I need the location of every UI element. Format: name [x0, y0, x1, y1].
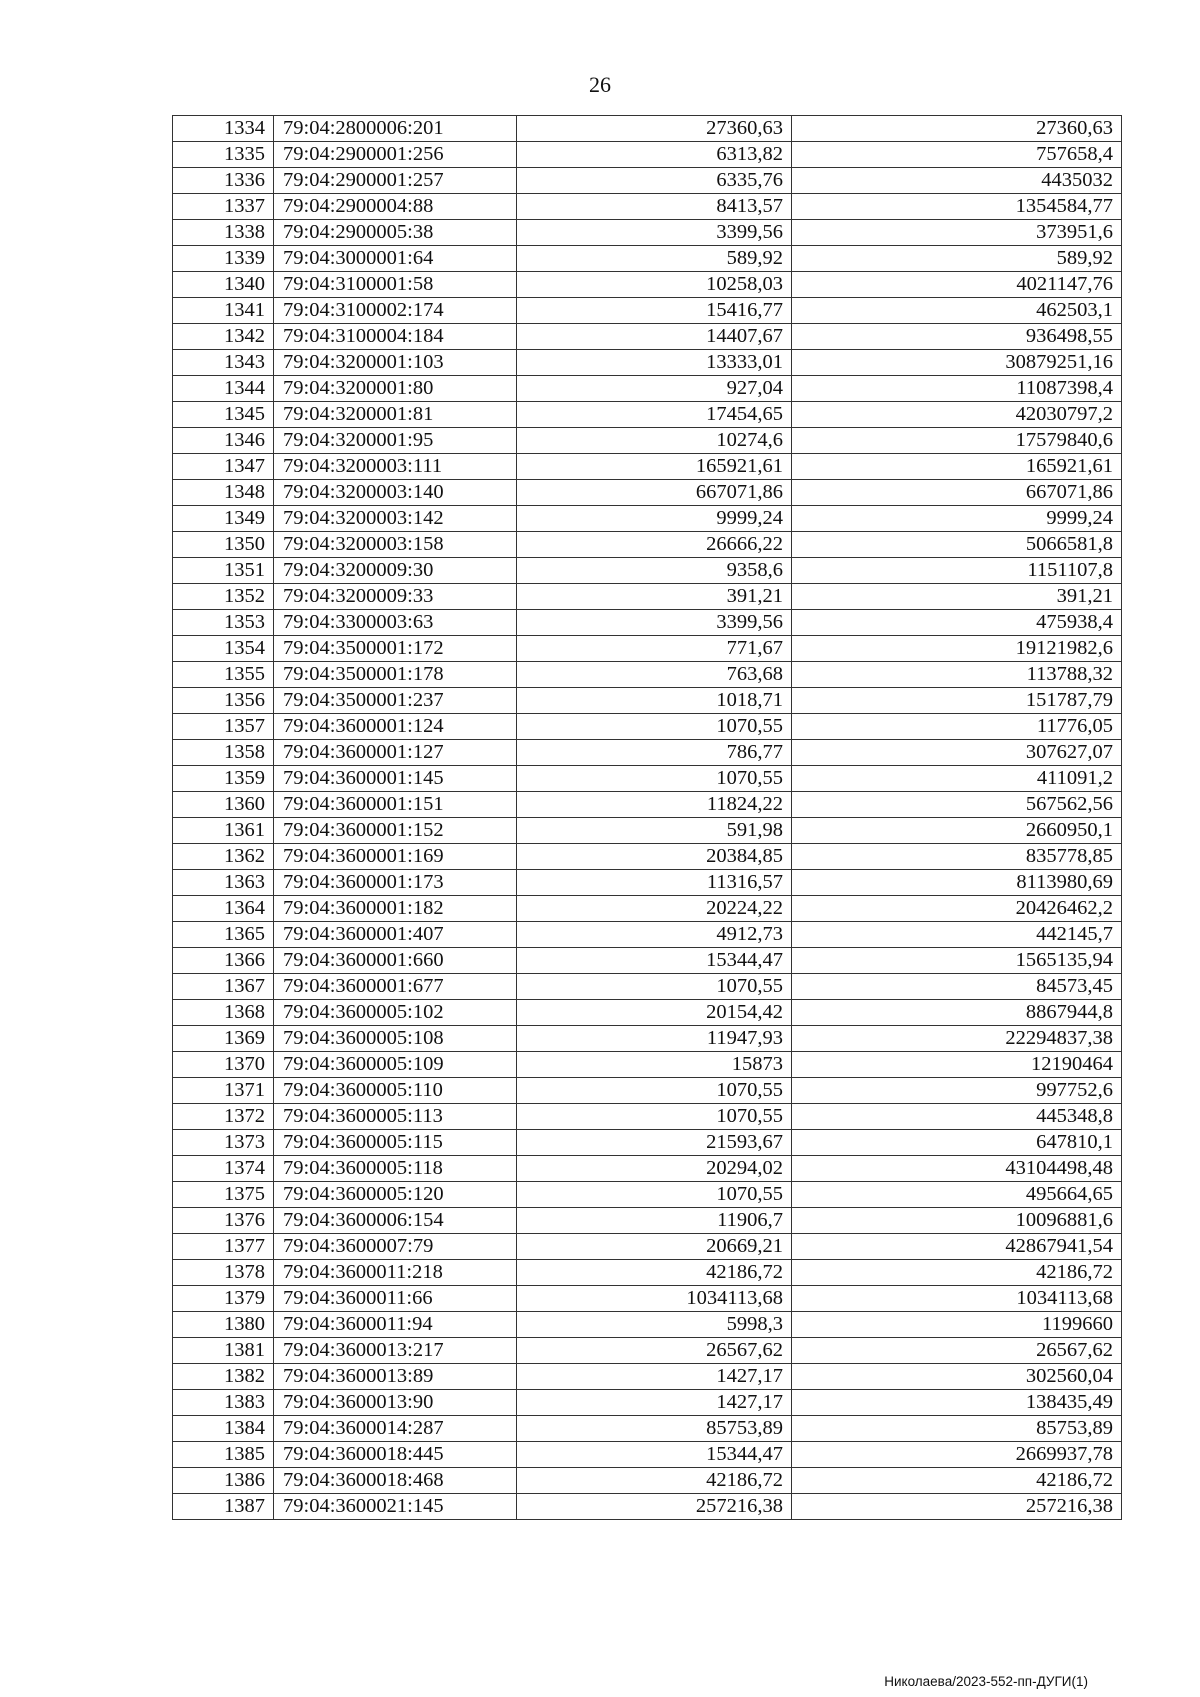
- value-cell: 9999,24: [517, 506, 792, 532]
- row-number-cell: 1348: [173, 480, 274, 506]
- cadastral-number-cell: 79:04:3600001:173: [274, 870, 517, 896]
- row-number-cell: 1352: [173, 584, 274, 610]
- row-number-cell: 1379: [173, 1286, 274, 1312]
- value-cell: 11316,57: [517, 870, 792, 896]
- row-number-cell: 1368: [173, 1000, 274, 1026]
- row-number-cell: 1338: [173, 220, 274, 246]
- total-value-cell: 8867944,8: [792, 1000, 1122, 1026]
- table-row: [173, 1468, 1122, 1494]
- row-number-cell: 1386: [173, 1468, 274, 1494]
- row-number-cell: 1339: [173, 246, 274, 272]
- row-number-cell: 1382: [173, 1364, 274, 1390]
- value-cell: 20294,02: [517, 1156, 792, 1182]
- cadastral-number-cell: 79:04:3600001:169: [274, 844, 517, 870]
- row-number-cell: 1374: [173, 1156, 274, 1182]
- total-value-cell: 257216,38: [792, 1494, 1122, 1520]
- row-number-cell: 1360: [173, 792, 274, 818]
- total-value-cell: 411091,2: [792, 766, 1122, 792]
- table-row: [173, 1260, 1122, 1286]
- value-cell: 11906,7: [517, 1208, 792, 1234]
- table-row: [173, 376, 1122, 402]
- total-value-cell: 1034113,68: [792, 1286, 1122, 1312]
- cadastral-number-cell: 79:04:3600005:113: [274, 1104, 517, 1130]
- table-row: [173, 1338, 1122, 1364]
- row-number-cell: 1380: [173, 1312, 274, 1338]
- total-value-cell: 1199660: [792, 1312, 1122, 1338]
- table-row: [173, 1104, 1122, 1130]
- cadastral-number-cell: 79:04:3600005:118: [274, 1156, 517, 1182]
- total-value-cell: 19121982,6: [792, 636, 1122, 662]
- row-number-cell: 1344: [173, 376, 274, 402]
- total-value-cell: 113788,32: [792, 662, 1122, 688]
- cadastral-number-cell: 79:04:3600001:127: [274, 740, 517, 766]
- cadastral-number-cell: 79:04:3200003:142: [274, 506, 517, 532]
- row-number-cell: 1357: [173, 714, 274, 740]
- value-cell: 1070,55: [517, 1078, 792, 1104]
- total-value-cell: 42186,72: [792, 1260, 1122, 1286]
- table-row: [173, 974, 1122, 1000]
- cadastral-number-cell: 79:04:3100001:58: [274, 272, 517, 298]
- total-value-cell: 30879251,16: [792, 350, 1122, 376]
- total-value-cell: 2669937,78: [792, 1442, 1122, 1468]
- total-value-cell: 4435032: [792, 168, 1122, 194]
- value-cell: 257216,38: [517, 1494, 792, 1520]
- value-cell: 1070,55: [517, 766, 792, 792]
- value-cell: 1034113,68: [517, 1286, 792, 1312]
- value-cell: 85753,89: [517, 1416, 792, 1442]
- cadastral-number-cell: 79:04:3000001:64: [274, 246, 517, 272]
- value-cell: 13333,01: [517, 350, 792, 376]
- row-number-cell: 1373: [173, 1130, 274, 1156]
- total-value-cell: 26567,62: [792, 1338, 1122, 1364]
- row-number-cell: 1370: [173, 1052, 274, 1078]
- cadastral-number-cell: 79:04:3600013:90: [274, 1390, 517, 1416]
- row-number-cell: 1351: [173, 558, 274, 584]
- value-cell: 165921,61: [517, 454, 792, 480]
- total-value-cell: 84573,45: [792, 974, 1122, 1000]
- value-cell: 786,77: [517, 740, 792, 766]
- table-row: [173, 1078, 1122, 1104]
- total-value-cell: 589,92: [792, 246, 1122, 272]
- value-cell: 1018,71: [517, 688, 792, 714]
- cadastral-number-cell: 79:04:3600011:66: [274, 1286, 517, 1312]
- total-value-cell: 302560,04: [792, 1364, 1122, 1390]
- total-value-cell: 373951,6: [792, 220, 1122, 246]
- table-row: [173, 948, 1122, 974]
- value-cell: 15344,47: [517, 1442, 792, 1468]
- total-value-cell: 9999,24: [792, 506, 1122, 532]
- row-number-cell: 1353: [173, 610, 274, 636]
- cadastral-number-cell: 79:04:3200001:81: [274, 402, 517, 428]
- row-number-cell: 1375: [173, 1182, 274, 1208]
- total-value-cell: 2660950,1: [792, 818, 1122, 844]
- table-row: [173, 116, 1122, 142]
- cadastral-number-cell: 79:04:3600021:145: [274, 1494, 517, 1520]
- row-number-cell: 1372: [173, 1104, 274, 1130]
- table-row: [173, 220, 1122, 246]
- row-number-cell: 1336: [173, 168, 274, 194]
- cadastral-number-cell: 79:04:3600001:407: [274, 922, 517, 948]
- value-cell: 1070,55: [517, 1182, 792, 1208]
- cadastral-number-cell: 79:04:3500001:178: [274, 662, 517, 688]
- value-cell: 6313,82: [517, 142, 792, 168]
- total-value-cell: 307627,07: [792, 740, 1122, 766]
- total-value-cell: 1354584,77: [792, 194, 1122, 220]
- cadastral-number-cell: 79:04:3100004:184: [274, 324, 517, 350]
- total-value-cell: 42867941,54: [792, 1234, 1122, 1260]
- cadastral-number-cell: 79:04:3600001:677: [274, 974, 517, 1000]
- table-row: [173, 168, 1122, 194]
- table-row: [173, 636, 1122, 662]
- table-row: [173, 1052, 1122, 1078]
- table-row: [173, 1182, 1122, 1208]
- cadastral-number-cell: 79:04:3600001:145: [274, 766, 517, 792]
- table-row: [173, 480, 1122, 506]
- cadastral-number-cell: 79:04:3600006:154: [274, 1208, 517, 1234]
- total-value-cell: 10096881,6: [792, 1208, 1122, 1234]
- table-row: [173, 506, 1122, 532]
- total-value-cell: 22294837,38: [792, 1026, 1122, 1052]
- table-row: [173, 350, 1122, 376]
- table-row: [173, 1026, 1122, 1052]
- cadastral-number-cell: 79:04:3600018:445: [274, 1442, 517, 1468]
- cadastral-number-cell: 79:04:3600001:152: [274, 818, 517, 844]
- cadastral-number-cell: 79:04:3200003:111: [274, 454, 517, 480]
- cadastral-number-cell: 79:04:3200001:95: [274, 428, 517, 454]
- table-row: [173, 1416, 1122, 1442]
- cadastral-number-cell: 79:04:3600001:182: [274, 896, 517, 922]
- total-value-cell: 1565135,94: [792, 948, 1122, 974]
- row-number-cell: 1371: [173, 1078, 274, 1104]
- cadastral-number-cell: 79:04:3600001:151: [274, 792, 517, 818]
- value-cell: 27360,63: [517, 116, 792, 142]
- cadastral-number-cell: 79:04:3200009:33: [274, 584, 517, 610]
- value-cell: 20669,21: [517, 1234, 792, 1260]
- cadastral-number-cell: 79:04:3200003:158: [274, 532, 517, 558]
- cadastral-number-cell: 79:04:3200009:30: [274, 558, 517, 584]
- cadastral-number-cell: 79:04:2900004:88: [274, 194, 517, 220]
- row-number-cell: 1362: [173, 844, 274, 870]
- total-value-cell: 442145,7: [792, 922, 1122, 948]
- total-value-cell: 42030797,2: [792, 402, 1122, 428]
- cadastral-number-cell: 79:04:3600005:120: [274, 1182, 517, 1208]
- row-number-cell: 1337: [173, 194, 274, 220]
- table-row: [173, 922, 1122, 948]
- table-row: [173, 792, 1122, 818]
- row-number-cell: 1335: [173, 142, 274, 168]
- row-number-cell: 1346: [173, 428, 274, 454]
- cadastral-number-cell: 79:04:3600005:115: [274, 1130, 517, 1156]
- table-row: [173, 870, 1122, 896]
- total-value-cell: 1151107,8: [792, 558, 1122, 584]
- total-value-cell: 475938,4: [792, 610, 1122, 636]
- row-number-cell: 1355: [173, 662, 274, 688]
- table-row: [173, 740, 1122, 766]
- row-number-cell: 1384: [173, 1416, 274, 1442]
- row-number-cell: 1387: [173, 1494, 274, 1520]
- row-number-cell: 1378: [173, 1260, 274, 1286]
- row-number-cell: 1341: [173, 298, 274, 324]
- total-value-cell: 445348,8: [792, 1104, 1122, 1130]
- value-cell: 11824,22: [517, 792, 792, 818]
- value-cell: 391,21: [517, 584, 792, 610]
- row-number-cell: 1354: [173, 636, 274, 662]
- cadastral-number-cell: 79:04:3600005:108: [274, 1026, 517, 1052]
- value-cell: 21593,67: [517, 1130, 792, 1156]
- table-row: [173, 1364, 1122, 1390]
- row-number-cell: 1334: [173, 116, 274, 142]
- land-plots-table: [172, 115, 1122, 1520]
- cadastral-number-cell: 79:04:3300003:63: [274, 610, 517, 636]
- page-number: 26: [589, 72, 611, 97]
- total-value-cell: 165921,61: [792, 454, 1122, 480]
- value-cell: 667071,86: [517, 480, 792, 506]
- value-cell: 589,92: [517, 246, 792, 272]
- table-row: [173, 1208, 1122, 1234]
- value-cell: 4912,73: [517, 922, 792, 948]
- total-value-cell: 567562,56: [792, 792, 1122, 818]
- table-row: [173, 584, 1122, 610]
- table-row: [173, 1286, 1122, 1312]
- row-number-cell: 1366: [173, 948, 274, 974]
- cadastral-number-cell: 79:04:3200001:80: [274, 376, 517, 402]
- total-value-cell: 17579840,6: [792, 428, 1122, 454]
- cadastral-number-cell: 79:04:3100002:174: [274, 298, 517, 324]
- total-value-cell: 27360,63: [792, 116, 1122, 142]
- row-number-cell: 1363: [173, 870, 274, 896]
- value-cell: 26567,62: [517, 1338, 792, 1364]
- row-number-cell: 1356: [173, 688, 274, 714]
- row-number-cell: 1358: [173, 740, 274, 766]
- cadastral-number-cell: 79:04:3500001:237: [274, 688, 517, 714]
- total-value-cell: 138435,49: [792, 1390, 1122, 1416]
- table-row: [173, 1000, 1122, 1026]
- total-value-cell: 85753,89: [792, 1416, 1122, 1442]
- total-value-cell: 20426462,2: [792, 896, 1122, 922]
- cadastral-number-cell: 79:04:3600018:468: [274, 1468, 517, 1494]
- row-number-cell: 1345: [173, 402, 274, 428]
- value-cell: 3399,56: [517, 220, 792, 246]
- row-number-cell: 1367: [173, 974, 274, 1000]
- row-number-cell: 1361: [173, 818, 274, 844]
- row-number-cell: 1369: [173, 1026, 274, 1052]
- total-value-cell: 391,21: [792, 584, 1122, 610]
- value-cell: 3399,56: [517, 610, 792, 636]
- cadastral-number-cell: 79:04:3600013:217: [274, 1338, 517, 1364]
- table-row: [173, 714, 1122, 740]
- value-cell: 591,98: [517, 818, 792, 844]
- table-row: [173, 1234, 1122, 1260]
- value-cell: 1070,55: [517, 1104, 792, 1130]
- table-row: [173, 532, 1122, 558]
- total-value-cell: 8113980,69: [792, 870, 1122, 896]
- table-row: [173, 766, 1122, 792]
- cadastral-number-cell: 79:04:3600005:102: [274, 1000, 517, 1026]
- cadastral-number-cell: 79:04:3600005:110: [274, 1078, 517, 1104]
- value-cell: 20224,22: [517, 896, 792, 922]
- table-row: [173, 662, 1122, 688]
- value-cell: 15416,77: [517, 298, 792, 324]
- value-cell: 10274,6: [517, 428, 792, 454]
- cadastral-number-cell: 79:04:3600007:79: [274, 1234, 517, 1260]
- total-value-cell: 667071,86: [792, 480, 1122, 506]
- table-row: [173, 1130, 1122, 1156]
- table-body: [173, 116, 1122, 1520]
- value-cell: 9358,6: [517, 558, 792, 584]
- row-number-cell: 1381: [173, 1338, 274, 1364]
- cadastral-number-cell: 79:04:3600011:218: [274, 1260, 517, 1286]
- value-cell: 1070,55: [517, 714, 792, 740]
- cadastral-number-cell: 79:04:3200001:103: [274, 350, 517, 376]
- total-value-cell: 11087398,4: [792, 376, 1122, 402]
- table-row: [173, 298, 1122, 324]
- value-cell: 15344,47: [517, 948, 792, 974]
- total-value-cell: 462503,1: [792, 298, 1122, 324]
- total-value-cell: 11776,05: [792, 714, 1122, 740]
- table-row: [173, 194, 1122, 220]
- table-row: [173, 610, 1122, 636]
- value-cell: 42186,72: [517, 1468, 792, 1494]
- row-number-cell: 1364: [173, 896, 274, 922]
- cadastral-number-cell: 79:04:3500001:172: [274, 636, 517, 662]
- total-value-cell: 5066581,8: [792, 532, 1122, 558]
- total-value-cell: 43104498,48: [792, 1156, 1122, 1182]
- row-number-cell: 1376: [173, 1208, 274, 1234]
- table-row: [173, 428, 1122, 454]
- total-value-cell: 647810,1: [792, 1130, 1122, 1156]
- value-cell: 771,67: [517, 636, 792, 662]
- row-number-cell: 1347: [173, 454, 274, 480]
- row-number-cell: 1365: [173, 922, 274, 948]
- value-cell: 11947,93: [517, 1026, 792, 1052]
- table-row: [173, 1312, 1122, 1338]
- table-row: [173, 1442, 1122, 1468]
- table-row: [173, 1494, 1122, 1520]
- value-cell: 6335,76: [517, 168, 792, 194]
- row-number-cell: 1343: [173, 350, 274, 376]
- table-row: [173, 402, 1122, 428]
- cadastral-number-cell: 79:04:2800006:201: [274, 116, 517, 142]
- value-cell: 20384,85: [517, 844, 792, 870]
- cadastral-number-cell: 79:04:2900001:257: [274, 168, 517, 194]
- row-number-cell: 1383: [173, 1390, 274, 1416]
- cadastral-number-cell: 79:04:2900001:256: [274, 142, 517, 168]
- table-row: [173, 246, 1122, 272]
- total-value-cell: 997752,6: [792, 1078, 1122, 1104]
- row-number-cell: 1349: [173, 506, 274, 532]
- total-value-cell: 936498,55: [792, 324, 1122, 350]
- cadastral-number-cell: 79:04:3600001:124: [274, 714, 517, 740]
- value-cell: 763,68: [517, 662, 792, 688]
- cadastral-number-cell: 79:04:3200003:140: [274, 480, 517, 506]
- total-value-cell: 4021147,76: [792, 272, 1122, 298]
- table-row: [173, 818, 1122, 844]
- total-value-cell: 757658,4: [792, 142, 1122, 168]
- table-row: [173, 454, 1122, 480]
- value-cell: 1427,17: [517, 1364, 792, 1390]
- row-number-cell: 1350: [173, 532, 274, 558]
- value-cell: 14407,67: [517, 324, 792, 350]
- row-number-cell: 1340: [173, 272, 274, 298]
- total-value-cell: 42186,72: [792, 1468, 1122, 1494]
- value-cell: 8413,57: [517, 194, 792, 220]
- value-cell: 42186,72: [517, 1260, 792, 1286]
- cadastral-number-cell: 79:04:2900005:38: [274, 220, 517, 246]
- row-number-cell: 1385: [173, 1442, 274, 1468]
- total-value-cell: 835778,85: [792, 844, 1122, 870]
- value-cell: 5998,3: [517, 1312, 792, 1338]
- value-cell: 10258,03: [517, 272, 792, 298]
- table-row: [173, 272, 1122, 298]
- table-row: [173, 688, 1122, 714]
- document-footer: Николаева/2023-552-пп-ДУГИ(1): [884, 1674, 1088, 1689]
- table-row: [173, 558, 1122, 584]
- value-cell: 26666,22: [517, 532, 792, 558]
- cadastral-number-cell: 79:04:3600005:109: [274, 1052, 517, 1078]
- value-cell: 1427,17: [517, 1390, 792, 1416]
- table-row: [173, 142, 1122, 168]
- value-cell: 15873: [517, 1052, 792, 1078]
- table-row: [173, 1390, 1122, 1416]
- cadastral-number-cell: 79:04:3600014:287: [274, 1416, 517, 1442]
- total-value-cell: 495664,65: [792, 1182, 1122, 1208]
- table-row: [173, 1156, 1122, 1182]
- table-row: [173, 324, 1122, 350]
- cadastral-number-cell: 79:04:3600001:660: [274, 948, 517, 974]
- total-value-cell: 12190464: [792, 1052, 1122, 1078]
- cadastral-number-cell: 79:04:3600011:94: [274, 1312, 517, 1338]
- row-number-cell: 1377: [173, 1234, 274, 1260]
- value-cell: 20154,42: [517, 1000, 792, 1026]
- value-cell: 17454,65: [517, 402, 792, 428]
- total-value-cell: 151787,79: [792, 688, 1122, 714]
- row-number-cell: 1359: [173, 766, 274, 792]
- value-cell: 1070,55: [517, 974, 792, 1000]
- table-row: [173, 896, 1122, 922]
- row-number-cell: 1342: [173, 324, 274, 350]
- value-cell: 927,04: [517, 376, 792, 402]
- cadastral-number-cell: 79:04:3600013:89: [274, 1364, 517, 1390]
- table-row: [173, 844, 1122, 870]
